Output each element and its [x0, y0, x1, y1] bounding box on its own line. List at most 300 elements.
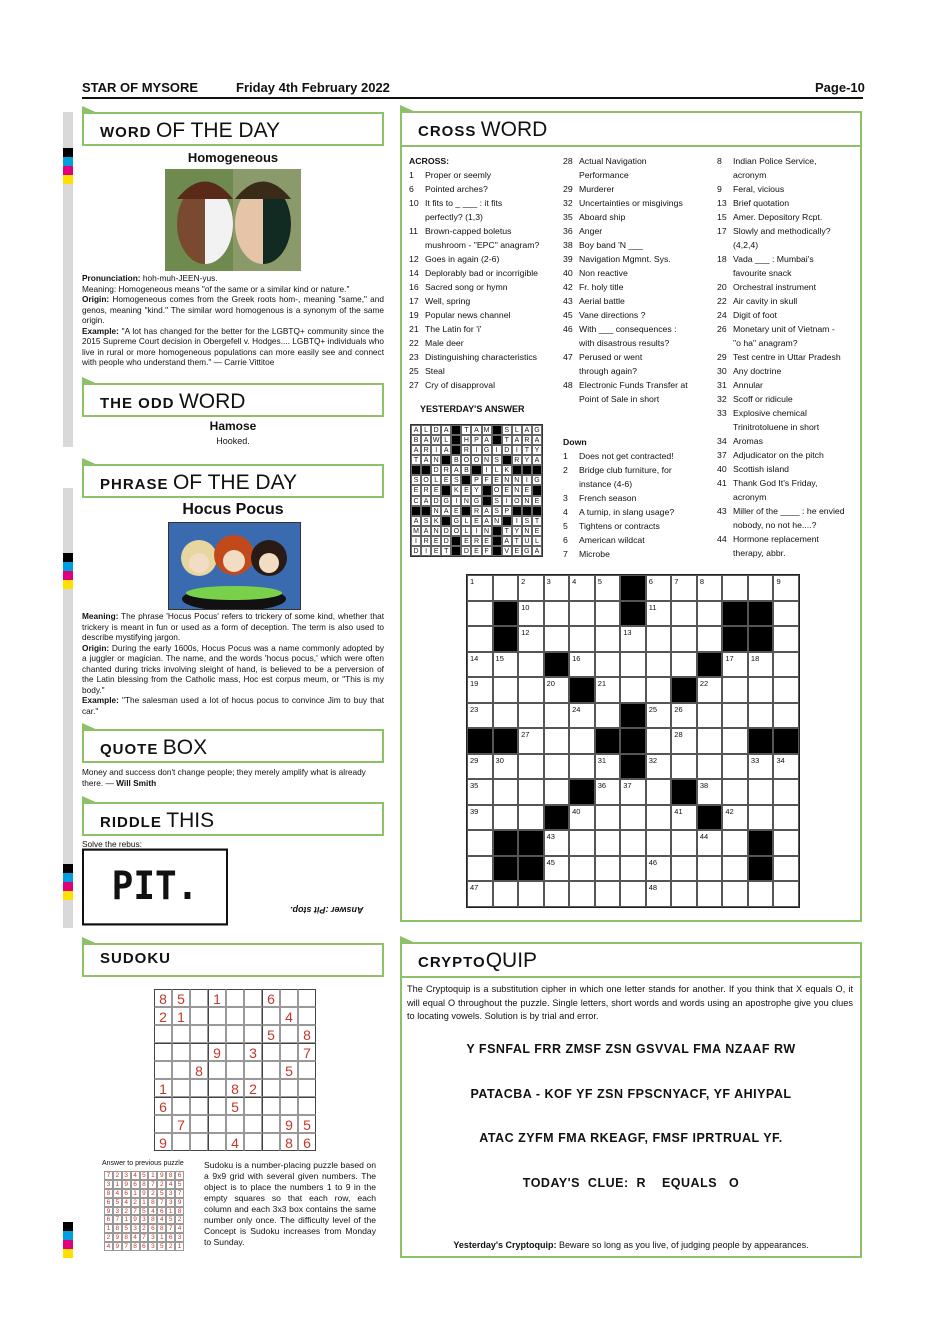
crossword-cell[interactable]: 21: [595, 677, 621, 703]
crossword-cell[interactable]: 41: [671, 805, 697, 831]
crossword-cell[interactable]: [773, 677, 799, 703]
clue-number: 38: [563, 240, 573, 250]
crossword-block: [493, 601, 519, 627]
crossword-cell[interactable]: 4: [569, 575, 595, 601]
crossword-cell[interactable]: [544, 728, 570, 754]
crossword-cell[interactable]: [569, 830, 595, 856]
crossword-cell[interactable]: [773, 805, 799, 831]
crossword-cell[interactable]: [671, 881, 697, 907]
crossword-cell[interactable]: [569, 601, 595, 627]
crossword-cell[interactable]: [646, 805, 672, 831]
clue-number: 35: [563, 212, 573, 222]
sudoku-cell[interactable]: [244, 1007, 262, 1025]
crossword-cell[interactable]: [773, 830, 799, 856]
clue-item: [717, 238, 845, 252]
crossword-cell[interactable]: [595, 703, 621, 729]
sudoku-cell[interactable]: [226, 989, 244, 1007]
crossword-cell[interactable]: 23: [467, 703, 493, 729]
sudoku-cell[interactable]: [154, 1115, 172, 1133]
crossword-cell[interactable]: [646, 626, 672, 652]
odd-word-word: Hamose: [209, 419, 257, 433]
crossword-cell[interactable]: [671, 856, 697, 882]
sudoku-cell[interactable]: [262, 1043, 280, 1061]
answer-letter: D: [431, 425, 441, 435]
crossword-cell[interactable]: 32: [646, 754, 672, 780]
crossword-block: [620, 601, 646, 627]
crossword-cell[interactable]: [773, 779, 799, 805]
crossword-cell[interactable]: [620, 805, 646, 831]
answer-letter: A: [512, 435, 522, 445]
crossword-cell[interactable]: 19: [467, 677, 493, 703]
crossword-cell[interactable]: [518, 779, 544, 805]
crossword-cell[interactable]: 45: [544, 856, 570, 882]
answer-block: [512, 506, 522, 516]
clue-number: 1: [563, 451, 568, 461]
clue-item: [717, 490, 845, 504]
crossword-cell[interactable]: 1: [467, 575, 493, 601]
crossword-cell[interactable]: [671, 601, 697, 627]
sudoku-cell[interactable]: [262, 1115, 280, 1133]
clue-number: 6: [409, 184, 414, 194]
crossword-cell[interactable]: [671, 626, 697, 652]
crossword-cell[interactable]: 9: [773, 575, 799, 601]
answer-letter: I: [522, 475, 532, 485]
crossword-block: [748, 728, 774, 754]
clue-number: 31: [717, 380, 727, 390]
crossword-cell[interactable]: [544, 754, 570, 780]
answer-letter: E: [461, 485, 471, 495]
sudoku-cell[interactable]: [244, 1061, 262, 1079]
crossword-cell[interactable]: 11: [646, 601, 672, 627]
clue-item: [717, 266, 845, 280]
crossword-cell[interactable]: [697, 626, 723, 652]
crossword-cell[interactable]: [569, 881, 595, 907]
crossword-cell[interactable]: [569, 856, 595, 882]
crossword-cell[interactable]: 17: [722, 652, 748, 678]
crossword-cell[interactable]: 25: [646, 703, 672, 729]
sudoku-prev-label: Answer to previous puzzle: [102, 1160, 184, 1167]
answer-letter: S: [492, 506, 502, 516]
sudoku-cell[interactable]: [154, 1043, 172, 1061]
crossword-cell[interactable]: [773, 626, 799, 652]
clue-text: Microbe: [579, 549, 610, 559]
crossword-cell[interactable]: [722, 703, 748, 729]
crossword-cell[interactable]: [518, 881, 544, 907]
clue-number: 36: [563, 226, 573, 236]
crossword-cell[interactable]: [620, 856, 646, 882]
sudoku-cell[interactable]: [172, 1133, 190, 1151]
crossword-cell[interactable]: 34: [773, 754, 799, 780]
answer-letter: N: [502, 475, 512, 485]
crossword-cell[interactable]: [467, 830, 493, 856]
sudoku-answer-grid: [104, 1171, 184, 1251]
sudoku-cell[interactable]: [280, 1097, 298, 1115]
crossword-cell[interactable]: [467, 601, 493, 627]
crossword-cell[interactable]: 33: [748, 754, 774, 780]
answer-letter: E: [471, 546, 481, 556]
clue-text: Tightens or contracts: [579, 521, 660, 531]
sudoku-cell[interactable]: [208, 1061, 226, 1079]
answer-letter: L: [441, 435, 451, 445]
clue-number: 10: [409, 198, 419, 208]
sudoku-cell[interactable]: [244, 1097, 262, 1115]
crossword-cell[interactable]: [595, 652, 621, 678]
clue-number: 32: [717, 394, 727, 404]
crossword-cell[interactable]: [620, 881, 646, 907]
crossword-cell[interactable]: [595, 830, 621, 856]
sudoku-cell[interactable]: [298, 1061, 316, 1079]
sudoku-cell[interactable]: [280, 1043, 298, 1061]
sudoku-cell: 6: [298, 1133, 316, 1151]
crossword-cell[interactable]: [748, 881, 774, 907]
clue-number: 30: [717, 366, 727, 376]
crossword-cell[interactable]: [620, 677, 646, 703]
crossword-grid[interactable]: [466, 574, 800, 908]
sudoku-cell[interactable]: [172, 1025, 190, 1043]
crossword-cell[interactable]: [467, 856, 493, 882]
sudoku-cell[interactable]: [262, 1133, 280, 1151]
sudoku-cell[interactable]: [190, 989, 208, 1007]
sudoku-cell[interactable]: [244, 1025, 262, 1043]
crossword-cell[interactable]: [518, 703, 544, 729]
crossword-block: [748, 626, 774, 652]
sudoku-cell[interactable]: [262, 1007, 280, 1025]
sudoku-answer-cell: 3: [140, 1215, 149, 1224]
crossword-cell[interactable]: [773, 703, 799, 729]
crossword-cell[interactable]: [697, 881, 723, 907]
clue-text: Sacred song or hymn: [425, 282, 508, 292]
crossword-cell[interactable]: [569, 754, 595, 780]
sudoku-cell[interactable]: [262, 1079, 280, 1097]
sudoku-answer-cell: 6: [104, 1198, 113, 1207]
answer-letter: G: [532, 475, 542, 485]
crossword-cell[interactable]: [544, 703, 570, 729]
crossword-cell[interactable]: [646, 830, 672, 856]
answer-letter: E: [522, 485, 532, 495]
answer-block: [411, 465, 421, 475]
clue-number: 22: [409, 338, 419, 348]
crossword-cell[interactable]: 40: [569, 805, 595, 831]
crossword-cell[interactable]: [544, 601, 570, 627]
crossword-cell[interactable]: [493, 575, 519, 601]
crossword-cell[interactable]: [697, 703, 723, 729]
crossword-cell[interactable]: 2: [518, 575, 544, 601]
sudoku-cell[interactable]: [190, 1097, 208, 1115]
sudoku-cell[interactable]: [298, 989, 316, 1007]
sudoku-cell[interactable]: [190, 1133, 208, 1151]
clue-text: The Latin for 'i': [425, 324, 482, 334]
crossword-cell[interactable]: 48: [646, 881, 672, 907]
crossword-cell[interactable]: [595, 881, 621, 907]
sudoku-cell[interactable]: [208, 1133, 226, 1151]
sudoku-header: [82, 943, 384, 977]
clue-item: [563, 519, 674, 533]
crossword-cell[interactable]: [518, 677, 544, 703]
crossword-cell[interactable]: [748, 779, 774, 805]
clue-item: [563, 547, 674, 561]
sudoku-cell[interactable]: [280, 1079, 298, 1097]
crossword-cell[interactable]: [646, 652, 672, 678]
sudoku-cell[interactable]: [208, 1079, 226, 1097]
crossword-cell[interactable]: [646, 779, 672, 805]
sudoku-cell[interactable]: [226, 1115, 244, 1133]
sudoku-cell[interactable]: [190, 1007, 208, 1025]
clue-text: American wildcat: [579, 535, 645, 545]
crossword-cell[interactable]: 39: [467, 805, 493, 831]
crossword-cell[interactable]: [518, 754, 544, 780]
crossword-cell[interactable]: [697, 601, 723, 627]
sudoku-cell[interactable]: [190, 1025, 208, 1043]
sudoku-cell[interactable]: [190, 1043, 208, 1061]
crossword-cell[interactable]: 24: [569, 703, 595, 729]
crossword-cell[interactable]: 29: [467, 754, 493, 780]
crossword-cell[interactable]: 10: [518, 601, 544, 627]
crossword-cell[interactable]: [697, 754, 723, 780]
sudoku-cell[interactable]: [226, 1061, 244, 1079]
answer-letter: A: [482, 516, 492, 526]
sudoku-answer-cell: 1: [175, 1242, 184, 1251]
crossword-cell[interactable]: 3: [544, 575, 570, 601]
sudoku-cell[interactable]: [226, 1043, 244, 1061]
sudoku-cell[interactable]: [208, 1025, 226, 1043]
crossword-cell[interactable]: [722, 754, 748, 780]
crossword-block: [671, 677, 697, 703]
crossword-cell[interactable]: [722, 830, 748, 856]
crossword-cell[interactable]: 37: [620, 779, 646, 805]
sudoku-cell[interactable]: [226, 1007, 244, 1025]
crossword-block: [493, 626, 519, 652]
sudoku-cell[interactable]: [262, 1097, 280, 1115]
crossword-cell[interactable]: [773, 601, 799, 627]
crossword-cell[interactable]: [595, 805, 621, 831]
crossword-cell[interactable]: [620, 830, 646, 856]
riddle-answer: Answer :Pit stop.: [290, 905, 364, 915]
sudoku-cell[interactable]: [172, 1097, 190, 1115]
crossword-cell[interactable]: [722, 881, 748, 907]
riddle-rebus: PIT.: [82, 849, 228, 926]
crossword-cell[interactable]: 44: [697, 830, 723, 856]
crossword-cell[interactable]: 35: [467, 779, 493, 805]
crossword-cell[interactable]: [671, 652, 697, 678]
sudoku-answer-cell: 6: [104, 1215, 113, 1224]
sudoku-cell: 6: [154, 1097, 172, 1115]
sudoku-text: Sudoku is a number-placing puzzle based on a 9x9 grid with several given numbers. The object is to place the numbers 1 to 9 in the empty squares so that each row, each column and each 3x3 box contains the same number only once. The difficulty level of the Concept is Sudoku increases from Monday to Sunday.: [204, 1160, 376, 1247]
clue-number: 37: [717, 450, 727, 460]
crossword-cell[interactable]: [773, 856, 799, 882]
sudoku-cell: 8: [280, 1133, 298, 1151]
sudoku-answer-cell: 5: [140, 1171, 149, 1180]
crossword-cell[interactable]: 12: [518, 626, 544, 652]
sudoku-cell[interactable]: [208, 1007, 226, 1025]
crossword-cell[interactable]: [544, 626, 570, 652]
crossword-cell[interactable]: 42: [722, 805, 748, 831]
clue-text: nobody, no not he....?: [733, 520, 817, 530]
crossword-cell[interactable]: 22: [697, 677, 723, 703]
sudoku-answer-cell: 5: [175, 1180, 184, 1189]
sudoku-cell[interactable]: [208, 1115, 226, 1133]
sudoku-cell[interactable]: [244, 989, 262, 1007]
answer-letter: R: [522, 435, 532, 445]
crossword-cell[interactable]: [697, 728, 723, 754]
crossword-cell[interactable]: [722, 779, 748, 805]
crossword-block: [518, 856, 544, 882]
clue-number: 6: [563, 535, 568, 545]
crossword-cell[interactable]: [748, 677, 774, 703]
crossword-cell[interactable]: 31: [595, 754, 621, 780]
answer-letter: W: [432, 437, 440, 445]
crossword-cell[interactable]: 6: [646, 575, 672, 601]
clue-text: Miller of the ____ : he envied: [733, 506, 845, 516]
crossword-cell[interactable]: [722, 728, 748, 754]
crossword-block: [620, 703, 646, 729]
crossword-block: [544, 652, 570, 678]
crossword-block: [493, 830, 519, 856]
answer-letter: N: [512, 485, 522, 495]
sudoku-answer-cell: 4: [122, 1198, 131, 1207]
crossword-cell[interactable]: 30: [493, 754, 519, 780]
answer-block: [492, 546, 502, 556]
sudoku-cell[interactable]: [280, 1025, 298, 1043]
crossword-cell[interactable]: 47: [467, 881, 493, 907]
cryptoquip-line-2: PATACBA - KOF YF ZSN FPSCNYACF, YF AHIYPAL: [470, 1087, 792, 1101]
crossword-cell[interactable]: [620, 652, 646, 678]
crossword-cell[interactable]: [722, 677, 748, 703]
riddle-header: [82, 802, 384, 836]
cryptoquip-intro: The Cryptoquip is a substitution cipher in which one letter stands for another. If you think that X equals O, it will equal O throughout the puzzle. Single letters, short words and words using an apostrophe give you clues to locating vowels. Solution is by trial and error.: [407, 984, 853, 1021]
sudoku-cell[interactable]: [298, 1079, 316, 1097]
crossword-cell[interactable]: [595, 626, 621, 652]
crossword-cell[interactable]: 36: [595, 779, 621, 805]
crossword-cell[interactable]: 43: [544, 830, 570, 856]
answer-letter: O: [492, 485, 502, 495]
sudoku-cell[interactable]: [226, 1025, 244, 1043]
answer-letter: D: [431, 465, 441, 475]
sudoku-answer-cell: 3: [148, 1242, 157, 1251]
crossword-cell[interactable]: [493, 779, 519, 805]
crossword-cell[interactable]: 7: [671, 575, 697, 601]
crossword-cell[interactable]: [518, 805, 544, 831]
clue-number: 2: [563, 465, 568, 475]
clue-text: Electronic Funds Transfer at: [579, 380, 688, 390]
sudoku-cell[interactable]: [244, 1115, 262, 1133]
clue-text: acronym: [733, 492, 767, 502]
crossword-cell[interactable]: [671, 830, 697, 856]
sudoku-answer-cell: 6: [175, 1171, 184, 1180]
crossword-cell[interactable]: [722, 575, 748, 601]
sudoku-cell[interactable]: [298, 1097, 316, 1115]
crossword-cell[interactable]: [493, 805, 519, 831]
sudoku-cell[interactable]: [190, 1115, 208, 1133]
across-label: ACROSS:: [409, 156, 450, 166]
crossword-cell[interactable]: [773, 881, 799, 907]
crossword-cell[interactable]: [569, 728, 595, 754]
crossword-cell[interactable]: 18: [748, 652, 774, 678]
sudoku-cell: 9: [154, 1133, 172, 1151]
crossword-cell[interactable]: 26: [671, 703, 697, 729]
word-of-day-title-b: OF THE DAY: [155, 119, 281, 142]
clue-text: Male deer: [425, 338, 464, 348]
sudoku-cell[interactable]: [172, 1079, 190, 1097]
crossword-cell[interactable]: [493, 881, 519, 907]
crossword-cell[interactable]: [748, 805, 774, 831]
answer-letter: I: [431, 445, 441, 455]
crossword-cell[interactable]: 20: [544, 677, 570, 703]
crossword-cell[interactable]: [493, 677, 519, 703]
crossword-cell[interactable]: [544, 881, 570, 907]
answer-letter: A: [421, 455, 431, 465]
crossword-cell[interactable]: [544, 779, 570, 805]
crossword-cell[interactable]: [748, 703, 774, 729]
crossword-cell[interactable]: [773, 652, 799, 678]
sudoku-cell[interactable]: [298, 1007, 316, 1025]
crossword-cell[interactable]: [671, 754, 697, 780]
sudoku-cell[interactable]: [154, 1025, 172, 1043]
crossword-cell[interactable]: 46: [646, 856, 672, 882]
clue-item: [409, 364, 539, 378]
answer-letter: N: [431, 506, 441, 516]
crossword-cell[interactable]: 14: [467, 652, 493, 678]
crossword-cell[interactable]: [493, 703, 519, 729]
crossword-cell[interactable]: 28: [671, 728, 697, 754]
clue-number: 16: [409, 282, 419, 292]
sudoku-cell[interactable]: [172, 1043, 190, 1061]
sudoku-cell: 4: [226, 1133, 244, 1151]
crossword-cell[interactable]: 8: [697, 575, 723, 601]
sudoku-cell[interactable]: [172, 1061, 190, 1079]
clue-number: 19: [409, 310, 419, 320]
answer-block: [451, 536, 461, 546]
sudoku-cell: 7: [172, 1115, 190, 1133]
clue-text: Aboard ship: [579, 212, 626, 222]
crossword-cell[interactable]: [646, 728, 672, 754]
sudoku-answer-cell: 9: [157, 1171, 166, 1180]
crossword-cell[interactable]: [569, 626, 595, 652]
answer-letter: L: [461, 526, 471, 536]
sudoku-cell[interactable]: [262, 1061, 280, 1079]
crossword-cell[interactable]: 38: [697, 779, 723, 805]
crossword-cell[interactable]: 15: [493, 652, 519, 678]
sudoku-cell: 7: [298, 1043, 316, 1061]
clue-item: [717, 364, 845, 378]
crossword-cell[interactable]: [697, 856, 723, 882]
clue-text: With ___ consequences :: [579, 324, 677, 334]
sudoku-cell[interactable]: [154, 1061, 172, 1079]
crossword-cell[interactable]: [518, 652, 544, 678]
crossword-cell[interactable]: 16: [569, 652, 595, 678]
sudoku-cell[interactable]: [244, 1133, 262, 1151]
clue-text: Murderer: [579, 184, 615, 194]
crossword-cell[interactable]: [467, 626, 493, 652]
crossword-cell[interactable]: 5: [595, 575, 621, 601]
crossword-cell[interactable]: [595, 601, 621, 627]
crossword-cell[interactable]: [646, 677, 672, 703]
sudoku-cell: 5: [298, 1115, 316, 1133]
sudoku-cell[interactable]: [208, 1097, 226, 1115]
crossword-cell[interactable]: 27: [518, 728, 544, 754]
answer-letter: L: [492, 465, 502, 475]
crossword-cell[interactable]: [595, 856, 621, 882]
clue-text: Vada ___ : Mumbai's: [733, 254, 814, 264]
answer-block: [451, 445, 461, 455]
crossword-cell[interactable]: [748, 575, 774, 601]
crossword-cell[interactable]: 13: [620, 626, 646, 652]
crossword-block: [620, 754, 646, 780]
sudoku-cell[interactable]: [190, 1079, 208, 1097]
crossword-cell[interactable]: [722, 856, 748, 882]
sudoku-cell[interactable]: [280, 989, 298, 1007]
sudoku-answer-cell: 3: [104, 1180, 113, 1189]
answer-letter: H: [461, 435, 471, 445]
